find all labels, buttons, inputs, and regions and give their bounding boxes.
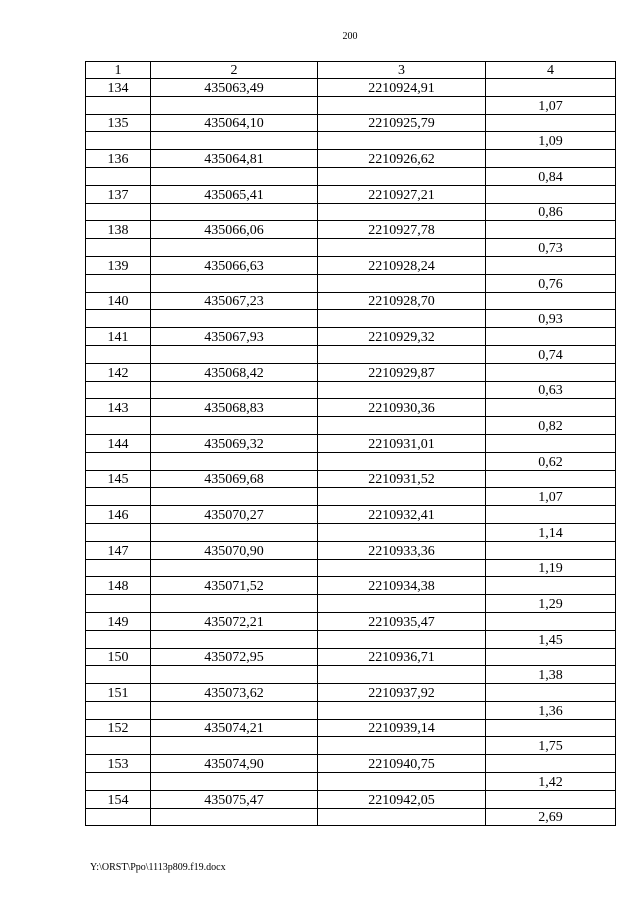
coordinates-table-body	[86, 62, 616, 826]
distance-cell: 1,07	[486, 488, 616, 506]
point-number-cell: 150	[86, 648, 151, 666]
y-coordinate-cell: 2210928,70	[318, 292, 486, 310]
empty-cell	[318, 737, 486, 755]
table-row	[86, 96, 616, 114]
page-number: 200	[342, 31, 358, 42]
table-row	[86, 381, 616, 399]
empty-cell	[318, 666, 486, 684]
x-coordinate-cell: 435064,81	[151, 150, 318, 168]
empty-cell	[151, 132, 318, 150]
empty-cell	[486, 541, 616, 559]
y-coordinate-cell: 2210933,36	[318, 541, 486, 559]
point-number-cell: 138	[86, 221, 151, 239]
empty-cell	[86, 310, 151, 328]
empty-cell	[151, 274, 318, 292]
empty-cell	[486, 150, 616, 168]
distance-cell: 0,62	[486, 452, 616, 470]
table-row	[86, 577, 616, 595]
table-row	[86, 150, 616, 168]
x-coordinate-cell: 435073,62	[151, 684, 318, 702]
empty-cell	[486, 506, 616, 524]
empty-cell	[318, 203, 486, 221]
table-row	[86, 612, 616, 630]
empty-cell	[486, 612, 616, 630]
point-number-cell: 145	[86, 470, 151, 488]
distance-cell: 0,84	[486, 167, 616, 185]
table-row	[86, 310, 616, 328]
y-coordinate-cell: 2210936,71	[318, 648, 486, 666]
y-coordinate-cell: 2210942,05	[318, 790, 486, 808]
empty-cell	[318, 773, 486, 791]
empty-cell	[151, 310, 318, 328]
empty-cell	[151, 345, 318, 363]
point-number-cell: 143	[86, 399, 151, 417]
table-row	[86, 523, 616, 541]
y-coordinate-cell: 2210929,87	[318, 363, 486, 381]
table-row	[86, 328, 616, 346]
header-cell-2: 2	[151, 62, 318, 79]
empty-cell	[86, 345, 151, 363]
empty-cell	[318, 96, 486, 114]
distance-cell: 1,38	[486, 666, 616, 684]
table-row	[86, 345, 616, 363]
empty-cell	[86, 381, 151, 399]
distance-cell: 1,29	[486, 595, 616, 613]
empty-cell	[486, 328, 616, 346]
empty-cell	[86, 132, 151, 150]
table-row	[86, 132, 616, 150]
x-coordinate-cell: 435072,21	[151, 612, 318, 630]
point-number-cell: 146	[86, 506, 151, 524]
x-coordinate-cell: 435074,90	[151, 755, 318, 773]
distance-cell: 1,14	[486, 523, 616, 541]
y-coordinate-cell: 2210927,21	[318, 185, 486, 203]
empty-cell	[86, 773, 151, 791]
empty-cell	[86, 417, 151, 435]
footer-file-path: Y:\ORST\Ppo\1113p809.f19.docx	[90, 862, 226, 873]
x-coordinate-cell: 435066,06	[151, 221, 318, 239]
distance-cell: 1,45	[486, 630, 616, 648]
empty-cell	[486, 114, 616, 132]
distance-cell: 1,19	[486, 559, 616, 577]
point-number-cell: 148	[86, 577, 151, 595]
table-row	[86, 541, 616, 559]
empty-cell	[486, 470, 616, 488]
point-number-cell: 152	[86, 719, 151, 737]
point-number-cell: 134	[86, 79, 151, 97]
table-row	[86, 506, 616, 524]
empty-cell	[151, 808, 318, 826]
point-number-cell: 135	[86, 114, 151, 132]
table-row	[86, 595, 616, 613]
distance-cell: 0,74	[486, 345, 616, 363]
distance-cell: 0,73	[486, 239, 616, 257]
table-row	[86, 221, 616, 239]
empty-cell	[86, 808, 151, 826]
empty-cell	[151, 96, 318, 114]
y-coordinate-cell: 2210924,91	[318, 79, 486, 97]
empty-cell	[318, 239, 486, 257]
table-row	[86, 630, 616, 648]
x-coordinate-cell: 435064,10	[151, 114, 318, 132]
empty-cell	[86, 737, 151, 755]
header-cell-4: 4	[486, 62, 616, 79]
empty-cell	[318, 488, 486, 506]
header-cell-3: 3	[318, 62, 486, 79]
empty-cell	[486, 684, 616, 702]
point-number-cell: 139	[86, 256, 151, 274]
empty-cell	[86, 523, 151, 541]
empty-cell	[486, 577, 616, 595]
table-row	[86, 755, 616, 773]
x-coordinate-cell: 435068,42	[151, 363, 318, 381]
point-number-cell: 140	[86, 292, 151, 310]
table-row	[86, 399, 616, 417]
y-coordinate-cell: 2210939,14	[318, 719, 486, 737]
table-row	[86, 274, 616, 292]
table-row	[86, 185, 616, 203]
table-row	[86, 114, 616, 132]
table-row	[86, 203, 616, 221]
empty-cell	[486, 292, 616, 310]
empty-cell	[86, 239, 151, 257]
table-row	[86, 737, 616, 755]
empty-cell	[486, 434, 616, 452]
x-coordinate-cell: 435063,49	[151, 79, 318, 97]
y-coordinate-cell: 2210930,36	[318, 399, 486, 417]
empty-cell	[151, 203, 318, 221]
empty-cell	[318, 345, 486, 363]
empty-cell	[86, 452, 151, 470]
empty-cell	[86, 167, 151, 185]
distance-cell: 2,69	[486, 808, 616, 826]
empty-cell	[318, 808, 486, 826]
empty-cell	[486, 648, 616, 666]
empty-cell	[318, 132, 486, 150]
y-coordinate-cell: 2210931,01	[318, 434, 486, 452]
point-number-cell: 154	[86, 790, 151, 808]
point-number-cell: 142	[86, 363, 151, 381]
table-row	[86, 292, 616, 310]
x-coordinate-cell: 435071,52	[151, 577, 318, 595]
table-row	[86, 363, 616, 381]
y-coordinate-cell: 2210929,32	[318, 328, 486, 346]
y-coordinate-cell: 2210927,78	[318, 221, 486, 239]
empty-cell	[86, 203, 151, 221]
empty-cell	[486, 185, 616, 203]
empty-cell	[318, 310, 486, 328]
y-coordinate-cell: 2210925,79	[318, 114, 486, 132]
x-coordinate-cell: 435068,83	[151, 399, 318, 417]
table-row	[86, 417, 616, 435]
empty-cell	[151, 239, 318, 257]
distance-cell: 0,63	[486, 381, 616, 399]
empty-cell	[86, 595, 151, 613]
empty-cell	[486, 256, 616, 274]
empty-cell	[86, 559, 151, 577]
point-number-cell: 144	[86, 434, 151, 452]
table-row	[86, 790, 616, 808]
x-coordinate-cell: 435067,23	[151, 292, 318, 310]
distance-cell: 1,75	[486, 737, 616, 755]
empty-cell	[318, 595, 486, 613]
table-row	[86, 239, 616, 257]
x-coordinate-cell: 435069,68	[151, 470, 318, 488]
empty-cell	[486, 790, 616, 808]
x-coordinate-cell: 435070,27	[151, 506, 318, 524]
point-number-cell: 136	[86, 150, 151, 168]
empty-cell	[318, 274, 486, 292]
table-row	[86, 808, 616, 826]
table-row	[86, 666, 616, 684]
distance-cell: 1,36	[486, 701, 616, 719]
y-coordinate-cell: 2210937,92	[318, 684, 486, 702]
table-row	[86, 452, 616, 470]
empty-cell	[318, 167, 486, 185]
point-number-cell: 147	[86, 541, 151, 559]
y-coordinate-cell: 2210931,52	[318, 470, 486, 488]
empty-cell	[151, 773, 318, 791]
point-number-cell: 153	[86, 755, 151, 773]
distance-cell: 0,93	[486, 310, 616, 328]
table-row	[86, 701, 616, 719]
y-coordinate-cell: 2210940,75	[318, 755, 486, 773]
empty-cell	[151, 488, 318, 506]
x-coordinate-cell: 435074,21	[151, 719, 318, 737]
empty-cell	[318, 452, 486, 470]
point-number-cell: 141	[86, 328, 151, 346]
table-row	[86, 167, 616, 185]
y-coordinate-cell: 2210934,38	[318, 577, 486, 595]
empty-cell	[86, 666, 151, 684]
empty-cell	[486, 79, 616, 97]
y-coordinate-cell: 2210928,24	[318, 256, 486, 274]
table-row	[86, 719, 616, 737]
table-row	[86, 684, 616, 702]
distance-cell: 1,09	[486, 132, 616, 150]
empty-cell	[318, 630, 486, 648]
x-coordinate-cell: 435065,41	[151, 185, 318, 203]
y-coordinate-cell: 2210935,47	[318, 612, 486, 630]
empty-cell	[151, 595, 318, 613]
empty-cell	[151, 167, 318, 185]
empty-cell	[86, 96, 151, 114]
empty-cell	[86, 701, 151, 719]
x-coordinate-cell: 435069,32	[151, 434, 318, 452]
coordinates-table	[85, 61, 616, 826]
empty-cell	[318, 417, 486, 435]
x-coordinate-cell: 435070,90	[151, 541, 318, 559]
table-row	[86, 773, 616, 791]
empty-cell	[86, 630, 151, 648]
empty-cell	[486, 363, 616, 381]
x-coordinate-cell: 435066,63	[151, 256, 318, 274]
point-number-cell: 151	[86, 684, 151, 702]
x-coordinate-cell: 435075,47	[151, 790, 318, 808]
table-row	[86, 79, 616, 97]
x-coordinate-cell: 435067,93	[151, 328, 318, 346]
empty-cell	[318, 523, 486, 541]
table-row	[86, 488, 616, 506]
empty-cell	[486, 755, 616, 773]
empty-cell	[151, 417, 318, 435]
y-coordinate-cell: 2210932,41	[318, 506, 486, 524]
distance-cell: 0,86	[486, 203, 616, 221]
distance-cell: 1,42	[486, 773, 616, 791]
table-row	[86, 559, 616, 577]
point-number-cell: 137	[86, 185, 151, 203]
empty-cell	[151, 452, 318, 470]
point-number-cell: 149	[86, 612, 151, 630]
empty-cell	[151, 630, 318, 648]
table-row	[86, 434, 616, 452]
empty-cell	[486, 399, 616, 417]
empty-cell	[318, 701, 486, 719]
header-cell-1: 1	[86, 62, 151, 79]
empty-cell	[151, 666, 318, 684]
table-row	[86, 470, 616, 488]
table-row	[86, 648, 616, 666]
x-coordinate-cell: 435072,95	[151, 648, 318, 666]
distance-cell: 0,82	[486, 417, 616, 435]
empty-cell	[486, 719, 616, 737]
empty-cell	[86, 274, 151, 292]
distance-cell: 1,07	[486, 96, 616, 114]
distance-cell: 0,76	[486, 274, 616, 292]
empty-cell	[151, 523, 318, 541]
empty-cell	[151, 737, 318, 755]
empty-cell	[151, 701, 318, 719]
empty-cell	[151, 381, 318, 399]
empty-cell	[86, 488, 151, 506]
table-row	[86, 256, 616, 274]
empty-cell	[486, 221, 616, 239]
y-coordinate-cell: 2210926,62	[318, 150, 486, 168]
empty-cell	[318, 381, 486, 399]
empty-cell	[151, 559, 318, 577]
empty-cell	[318, 559, 486, 577]
table-header-row	[86, 62, 616, 79]
